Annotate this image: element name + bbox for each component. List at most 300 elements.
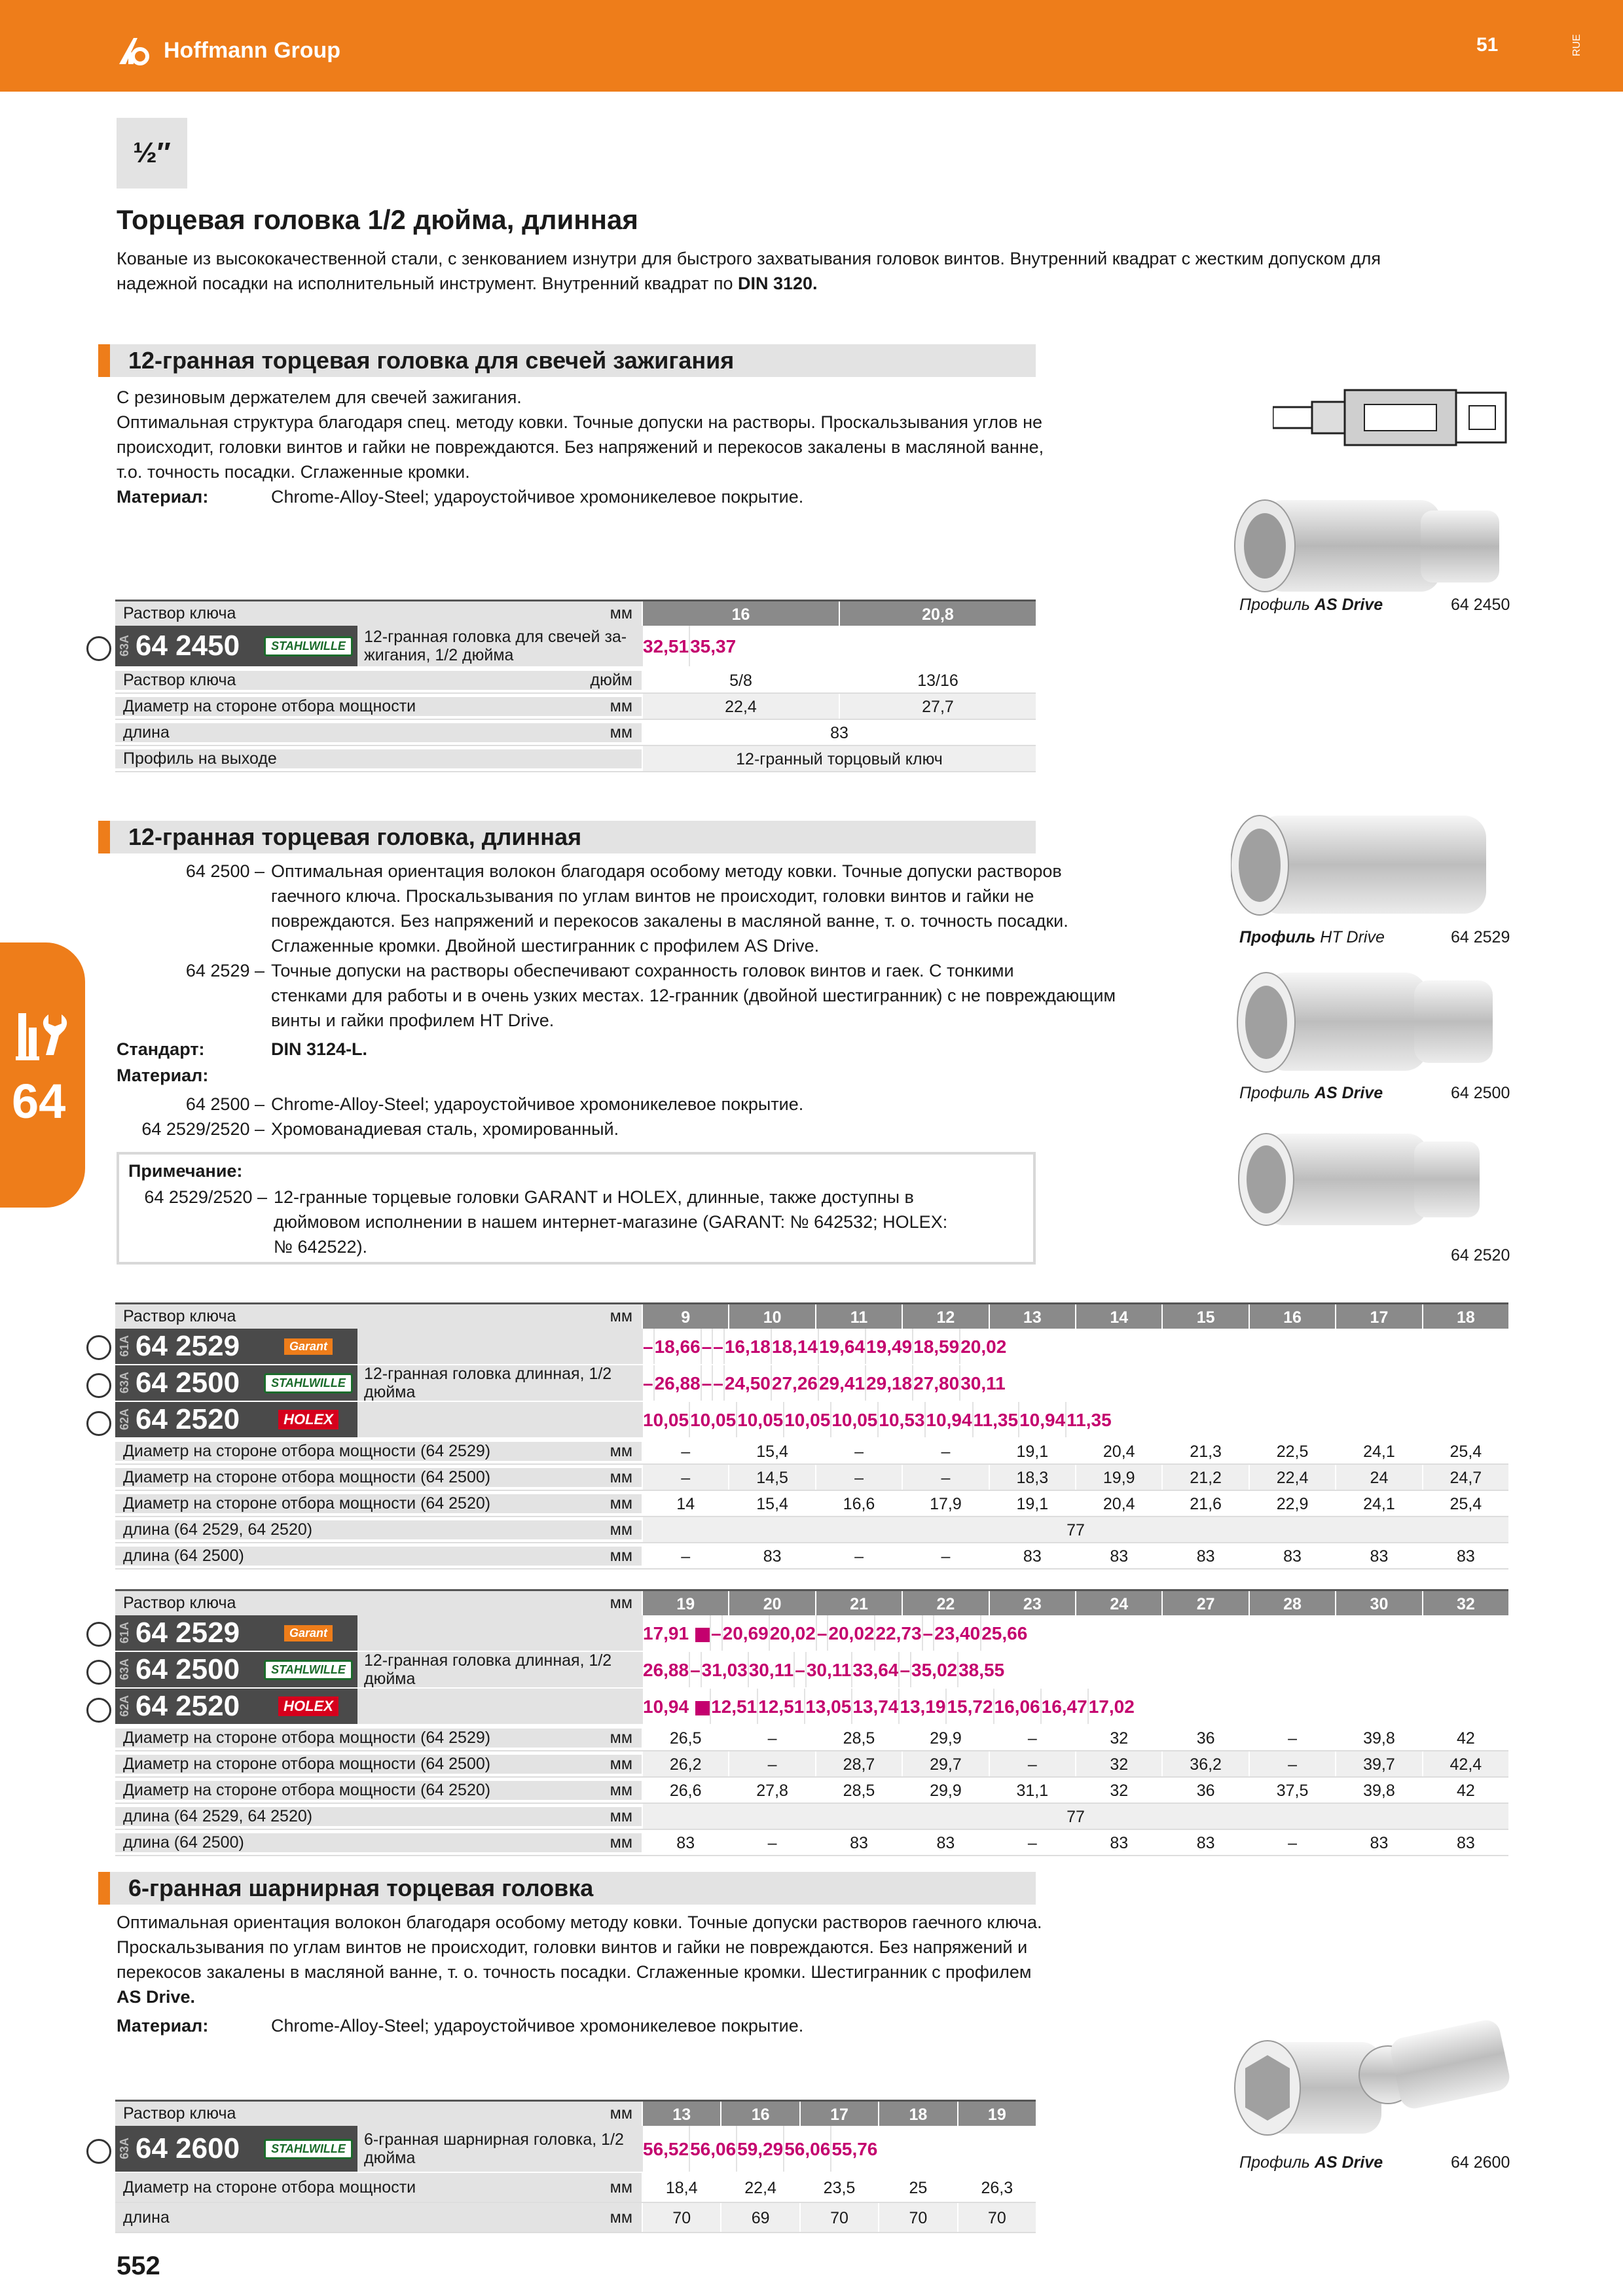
stahlwille-badge: STAHLWILLE (264, 636, 353, 656)
socket-642529-photo (1231, 806, 1506, 924)
caption-code: 64 2450 (1451, 596, 1510, 614)
product-code[interactable]: 64 2600 (136, 2132, 240, 2164)
caption-profile: AS Drive (1314, 1084, 1383, 1102)
spec-label: Диаметр на стороне отбора мощности (64 2520) (123, 1494, 491, 1513)
new-marker-icon (695, 1628, 710, 1642)
spec-value: 19,1 (989, 1439, 1075, 1463)
product-tag: 63A (118, 1659, 131, 1681)
spec-label-cell (115, 1442, 642, 1461)
spec-value: 22,4 (720, 2173, 799, 2202)
price-cells (642, 1365, 1508, 1401)
spec-label-cell (115, 1494, 642, 1513)
table-universal-joint (115, 2100, 1036, 2233)
item-code: 64 2529/2520 – (141, 1119, 264, 1139)
spec-value: 70 (957, 2203, 1036, 2232)
product-description (357, 1689, 642, 1724)
price-cell[interactable]: 35,37 (689, 626, 736, 666)
price-cell[interactable] (642, 1652, 689, 1687)
page-title: Торцевая головка 1/2 дюйма, длинная (117, 204, 638, 235)
spec-row (115, 746, 1036, 772)
material-row (117, 487, 803, 507)
desc-line: происходит, головки винтов и гайки не повреждаются. Без напряжений и перекосов закалены в масляной ванне, (117, 437, 1044, 457)
spec-row (115, 720, 1036, 746)
price-cell[interactable] (653, 1365, 701, 1401)
spec-row (115, 694, 1036, 720)
product-code[interactable]: 64 2529 (136, 1617, 240, 1649)
spec-value: 5/8 (642, 668, 839, 692)
spec-row (115, 1751, 1508, 1778)
price-value: 20,69 (722, 1623, 769, 1643)
spec-label: длина (123, 723, 170, 742)
spec-value: – (815, 1543, 902, 1568)
size-column: 24 (1075, 1591, 1161, 1615)
price-value: 10,05 (737, 1410, 784, 1430)
price-value: 10,53 (879, 1410, 925, 1430)
price-value: 10,94 (643, 1696, 689, 1717)
spec-value: 83 (902, 1830, 988, 1855)
spec-value: 83 (1335, 1543, 1421, 1568)
price-cell[interactable] (771, 1329, 818, 1364)
product-row (115, 1365, 1508, 1402)
product-code[interactable]: 64 2520 (136, 1690, 240, 1722)
header-cells (642, 1591, 1508, 1615)
price-cell[interactable] (865, 1365, 912, 1401)
price-cell[interactable] (642, 1402, 689, 1437)
material-value: Chrome-Alloy-Steel; удароустойчивое хромоникелевое покрытие. (271, 1094, 804, 1114)
price-cell[interactable] (712, 1329, 723, 1364)
spec-label: Диаметр на стороне отбора мощности (64 2500) (123, 1754, 491, 1773)
spec-value: 13/16 (839, 668, 1036, 692)
price-cell[interactable] (642, 1329, 653, 1364)
unit-label: мм (610, 1594, 632, 1612)
intro-text (117, 246, 1518, 296)
select-radio[interactable] (86, 1411, 111, 1436)
column-label: Раствор ключа (123, 2104, 236, 2123)
caption-code: 64 2500 (1451, 1084, 1510, 1102)
size-column: 16 (642, 601, 839, 626)
size-column: 19 (642, 1591, 728, 1615)
universal-joint-socket-photo (1224, 2003, 1512, 2147)
unit-label: мм (610, 1494, 632, 1513)
price-cell[interactable] (710, 1689, 757, 1724)
price-cell[interactable] (874, 1615, 921, 1651)
product-tag: 63A (118, 635, 131, 657)
price-value: – (643, 1336, 653, 1357)
price-cells (642, 1329, 1508, 1364)
price-cell[interactable] (689, 1652, 701, 1687)
table-header (115, 2100, 1036, 2126)
price-cell[interactable] (865, 1329, 912, 1364)
size-column: 22 (902, 1591, 988, 1615)
product-row (115, 1689, 1508, 1725)
price-value: 27,26 (771, 1373, 818, 1393)
spec-value: 83 (728, 1543, 814, 1568)
size-column: 14 (1075, 1304, 1161, 1329)
spec-value: 36 (1161, 1778, 1248, 1803)
price-value: – (701, 1336, 712, 1357)
product-description: 12-гранная головка для свечей за-жигания, 1/2 дюйма (357, 626, 642, 666)
price-value: 12,51 (711, 1696, 757, 1717)
price-cell[interactable] (1087, 1689, 1135, 1724)
spec-value: 22,4 (642, 694, 839, 719)
desc-line: AS Drive. (117, 1987, 196, 2007)
product-tag: 63A (118, 1372, 131, 1394)
price-cell[interactable] (1040, 1689, 1087, 1724)
brand-cell (259, 1615, 357, 1651)
price-cell[interactable] (689, 1402, 736, 1437)
table-long-socket-19-32 (115, 1589, 1508, 1856)
price-cell[interactable] (701, 1365, 712, 1401)
note-line: 12-гранные торцевые головки GARANT и HOLEX, длинные, также доступны в (274, 1187, 914, 1207)
size-column: 18 (1422, 1304, 1508, 1329)
price-cell[interactable] (957, 1652, 1004, 1687)
price-cell[interactable] (851, 1689, 898, 1724)
spec-label-cell (115, 1755, 642, 1774)
caption-as-drive (1239, 596, 1383, 615)
price-cell[interactable] (701, 1652, 748, 1687)
desc-line: стенками для работы и в очень узких местах. 12-гранник (двойной шестигранник) с не повреждающим (271, 986, 1116, 1005)
spec-label: длина (64 2500) (123, 1546, 244, 1565)
column-label: Раствор ключа (123, 604, 236, 622)
stahlwille-badge: STAHLWILLE (264, 1660, 353, 1680)
spec-value: – (728, 1725, 814, 1750)
desc-line: Точные допуски на растворы обеспечивают сохранность головок винтов и гаек. С тонкими (271, 961, 1014, 980)
price-value: 16,47 (1041, 1696, 1087, 1717)
spec-value: 77 (642, 1517, 1508, 1542)
price-value: 30,11 (806, 1660, 852, 1680)
spec-value: – (1249, 1751, 1335, 1776)
desc-line: повреждаются. Без напряжений и перекосов закалены в масляной ванне, т. о. точность посадки. (271, 911, 1068, 931)
spec-label-cell (115, 1520, 642, 1539)
price-cell[interactable] (912, 1329, 959, 1364)
spec-label: длина (64 2529, 64 2520) (123, 1806, 313, 1825)
spec-value: 14,5 (728, 1465, 814, 1490)
price-value: – (690, 1660, 701, 1680)
spec-value: 25 (878, 2173, 957, 2202)
price-cell[interactable]: 56,06 (783, 2126, 830, 2172)
price-cell[interactable] (712, 1365, 723, 1401)
desc-line: Оптимальная ориентация волокон благодаря особому методу ковки. Точные допуски растворов гаечного ключа. (117, 1912, 1042, 1932)
spec-cells (642, 1778, 1508, 1803)
unit-label: мм (610, 1754, 632, 1773)
product-tag: 61A (118, 1622, 131, 1644)
spec-value: 29,9 (902, 1725, 988, 1750)
price-cell[interactable] (816, 1615, 828, 1651)
stahlwille-badge: STAHLWILLE (264, 2139, 353, 2159)
spec-value: 28,7 (815, 1751, 902, 1776)
product-tag: 62A (118, 1408, 131, 1431)
price-value: 25,66 (981, 1623, 1028, 1643)
product-code-cell (115, 1365, 259, 1401)
spec-value: 22,9 (1249, 1491, 1335, 1516)
standard-value: DIN 3124-L. (271, 1039, 368, 1059)
product-code[interactable]: 64 2520 (136, 1403, 240, 1435)
price-cell[interactable] (721, 1615, 769, 1651)
note-box (117, 1152, 1036, 1265)
price-value: 18,14 (771, 1336, 818, 1357)
spec-value: 22,4 (1249, 1465, 1335, 1490)
select-radio[interactable] (86, 1335, 111, 1360)
price-cell[interactable] (972, 1402, 1019, 1437)
price-cell[interactable]: 55,76 (830, 2126, 877, 2172)
price-cells (642, 1689, 1508, 1724)
spec-cells (642, 1751, 1508, 1776)
price-cell[interactable] (783, 1402, 830, 1437)
spec-label-cell (115, 1807, 642, 1826)
desc-line: Оптимальная структура благодаря спец. методу ковки. Точные допуски на растворы. Проскальзывания углов не (117, 412, 1043, 432)
price-cell[interactable] (723, 1329, 771, 1364)
size-column: 23 (989, 1591, 1075, 1615)
price-value: 20,02 (960, 1336, 1007, 1357)
header-label-cell (115, 1594, 642, 1613)
size-column: 32 (1422, 1591, 1508, 1615)
size-column: 19 (957, 2102, 1036, 2126)
spec-label: Диаметр на стороне отбора мощности (64 2500) (123, 1467, 491, 1486)
spec-value: 83 (1422, 1543, 1508, 1568)
spec-value: 83 (1249, 1543, 1335, 1568)
price-cell[interactable] (877, 1402, 924, 1437)
spec-row (115, 668, 1036, 694)
product-row (115, 1402, 1508, 1439)
spec-value: 21,2 (1161, 1465, 1248, 1490)
material-heading (117, 1066, 271, 1086)
spec-value: – (902, 1439, 988, 1463)
select-radio[interactable] (86, 1660, 111, 1685)
section-heading-universal-joint: 6-гранная шарнирная торцевая головка (98, 1872, 1036, 1905)
price-value: 30,11 (748, 1660, 794, 1680)
unit-label: мм (610, 1307, 632, 1325)
price-value: 10,94 (1019, 1410, 1066, 1430)
price-value: 18,59 (913, 1336, 960, 1357)
product-code[interactable]: 64 2500 (136, 1653, 240, 1685)
price-cell[interactable] (945, 1689, 993, 1724)
price-cell[interactable] (1018, 1402, 1065, 1437)
price-value: 11,35 (1067, 1410, 1112, 1430)
price-cell[interactable] (959, 1365, 1006, 1401)
garant-badge: Garant (284, 1625, 333, 1641)
price-cell[interactable] (827, 1615, 874, 1651)
unit-label: мм (610, 2208, 632, 2227)
price-cell[interactable] (805, 1652, 852, 1687)
spec-value: – (642, 1543, 728, 1568)
materials-list (117, 1092, 1099, 1141)
size-column: 16 (1249, 1304, 1335, 1329)
spec-value: – (902, 1465, 988, 1490)
price-cell[interactable]: 59,29 (736, 2126, 783, 2172)
product-row (115, 1652, 1508, 1689)
product-row (115, 1329, 1508, 1365)
spec-row (115, 1778, 1508, 1804)
size-column: 13 (642, 2102, 720, 2126)
unit-label: мм (610, 1520, 632, 1539)
price-cell[interactable] (818, 1365, 865, 1401)
price-value: 13,74 (852, 1696, 899, 1717)
desc-line: Проскальзывания по углам винтов не происходит, головки винтов и гайки не повреждаются. Без напряжений и (117, 1937, 1028, 1957)
section-heading-spark-plug: 12-гранная торцевая головка для свечей зажигания (98, 344, 1036, 377)
select-radio-642600[interactable] (86, 2139, 111, 2164)
price-cell[interactable] (769, 1615, 816, 1651)
spec-row (115, 1517, 1508, 1543)
desc-line: т.о. точность посадки. Сглаженные кромки. (117, 462, 470, 482)
socket-642500-photo (1231, 963, 1506, 1081)
price-cell[interactable] (736, 1402, 783, 1437)
price-cells (642, 1402, 1508, 1437)
price-value: 26,88 (654, 1373, 701, 1393)
spec-value: – (902, 1543, 988, 1568)
note-label: Примечание: (128, 1161, 243, 1181)
caption-as-drive (1239, 1084, 1383, 1103)
spec-value: 24,1 (1335, 1439, 1421, 1463)
price-cell[interactable] (642, 1365, 653, 1401)
product-description (357, 1615, 642, 1651)
note-line: дюймовом исполнении в нашем интернет-магазине (GARANT: № 642532; HOLEX: (274, 1212, 948, 1232)
price-value: 17,91 (643, 1623, 689, 1643)
spec-value: 42 (1422, 1725, 1508, 1750)
caption-label: Профиль (1239, 2153, 1315, 2172)
price-cell[interactable] (1065, 1402, 1112, 1437)
price-cell[interactable] (910, 1652, 957, 1687)
price-cell[interactable] (993, 1689, 1040, 1724)
price-cell[interactable] (933, 1615, 980, 1651)
material-row (117, 2016, 803, 2036)
brand-cell (259, 1402, 357, 1437)
product-code[interactable]: 64 2529 (136, 1330, 240, 1362)
spec-value: 39,8 (1335, 1778, 1421, 1803)
standard-row (117, 1039, 367, 1060)
table-header (115, 1589, 1508, 1615)
spec-row (115, 1543, 1508, 1570)
price-value: 20,02 (769, 1623, 816, 1643)
material-value: Chrome-Alloy-Steel; удароустойчивое хромоникелевое покрытие. (271, 487, 804, 507)
spec-label: Диаметр на стороне отбора мощности (123, 2178, 416, 2197)
unit-label: мм (610, 1441, 632, 1460)
caption-label: Профиль (1239, 596, 1315, 614)
price-value: 13,05 (805, 1696, 852, 1717)
unit-label: мм (610, 1467, 632, 1486)
price-value: – (643, 1373, 653, 1393)
spec-value: 39,7 (1335, 1751, 1421, 1776)
spec-value: 18,3 (989, 1465, 1075, 1490)
price-cell[interactable] (898, 1652, 910, 1687)
size-column: 17 (1335, 1304, 1421, 1329)
select-radio[interactable] (86, 1373, 111, 1398)
spec-value: 83 (642, 720, 1036, 745)
caption-code: 64 2520 (1451, 1246, 1510, 1265)
size-badge: ½″ (117, 118, 187, 188)
unit-label: мм (610, 1728, 632, 1747)
price-cell[interactable] (980, 1615, 1027, 1651)
product-row-642450 (115, 626, 1036, 668)
price-cell[interactable] (710, 1615, 721, 1651)
spec-value: 83 (1075, 1543, 1161, 1568)
price-value: 13,19 (900, 1696, 946, 1717)
price-cell[interactable]: 32,51 (642, 626, 689, 666)
price-cell[interactable] (642, 1615, 710, 1651)
price-cell[interactable] (924, 1402, 972, 1437)
price-cell[interactable] (757, 1689, 804, 1724)
size-column: 10 (728, 1304, 814, 1329)
spec-value: – (989, 1725, 1075, 1750)
price-cells (642, 1652, 1508, 1687)
select-radio[interactable] (86, 1698, 111, 1723)
spec-label: Диаметр на стороне отбора мощности (64 2529) (123, 1441, 491, 1460)
spec-cells (642, 1543, 1508, 1568)
item-code: 64 2500 – (185, 861, 264, 881)
size-column: 18 (878, 2102, 957, 2126)
spec-value: 83 (815, 1830, 902, 1855)
unit-label: мм (610, 1546, 632, 1565)
size-column: 17 (799, 2102, 878, 2126)
price-cell[interactable] (642, 1689, 710, 1724)
price-value: 15,72 (947, 1696, 993, 1717)
price-cell[interactable] (851, 1652, 898, 1687)
spec-label-cell (115, 1781, 642, 1800)
price-cell[interactable] (804, 1689, 851, 1724)
spec-value: – (815, 1439, 902, 1463)
unit-label: мм (610, 1833, 632, 1852)
stahlwille-badge: STAHLWILLE (264, 1373, 353, 1393)
price-value: – (713, 1336, 723, 1357)
spec-value: 12-гранный торцовый ключ (642, 746, 1036, 771)
price-cell[interactable] (748, 1652, 794, 1687)
spec-value: 18,4 (642, 2173, 720, 2202)
price-cell[interactable] (653, 1329, 701, 1364)
price-cell[interactable] (793, 1652, 805, 1687)
product-code[interactable]: 64 2450 (136, 630, 240, 662)
page-number: 552 (117, 2251, 160, 2280)
spec-cells (642, 1725, 1508, 1750)
select-radio-642450[interactable] (86, 636, 111, 661)
price-cell[interactable] (818, 1329, 865, 1364)
spec-value: 17,9 (902, 1491, 988, 1516)
intro-line: Кованые из высококачественной стали, с зенкованием изнутри для быстрого захватывания головок винтов. Внутренний квадрат с жестким допуском для (117, 249, 1381, 268)
size-column: 30 (1335, 1591, 1421, 1615)
price-cell[interactable] (701, 1329, 712, 1364)
spec-value: 39,8 (1335, 1725, 1421, 1750)
product-description (357, 1329, 642, 1364)
brand-cell (259, 1652, 357, 1687)
price-cell[interactable] (898, 1689, 945, 1724)
price-cell[interactable] (912, 1365, 959, 1401)
price-cell[interactable] (771, 1365, 818, 1401)
product-tag: 61A (118, 1335, 131, 1357)
unit-label: мм (610, 2104, 632, 2123)
spec-row (115, 2203, 1036, 2233)
spec-row (115, 1439, 1508, 1465)
price-cell[interactable] (830, 1402, 877, 1437)
product-code[interactable]: 64 2500 (136, 1367, 240, 1399)
select-radio[interactable] (86, 1622, 111, 1647)
spec-row (115, 2173, 1036, 2203)
price-value: 16,18 (724, 1336, 771, 1357)
price-cell[interactable] (723, 1365, 771, 1401)
price-cell[interactable] (959, 1329, 1006, 1364)
spec-value: 15,4 (728, 1439, 814, 1463)
spec-value: 28,5 (815, 1725, 902, 1750)
caption-profile: AS Drive (1314, 2153, 1383, 2172)
spec-value: 69 (720, 2203, 799, 2232)
price-cell[interactable]: 56,52 (642, 2126, 689, 2172)
intro-standard: DIN 3120. (737, 274, 818, 293)
price-value: 20,02 (828, 1623, 875, 1643)
price-cell[interactable]: 56,06 (689, 2126, 736, 2172)
spec-value: 42,4 (1422, 1751, 1508, 1776)
spec-value: 83 (1161, 1830, 1248, 1855)
spec-value: 16,6 (815, 1491, 902, 1516)
spec-value: 83 (1161, 1543, 1248, 1568)
spec-cells (642, 1491, 1508, 1516)
price-cell[interactable] (922, 1615, 934, 1651)
